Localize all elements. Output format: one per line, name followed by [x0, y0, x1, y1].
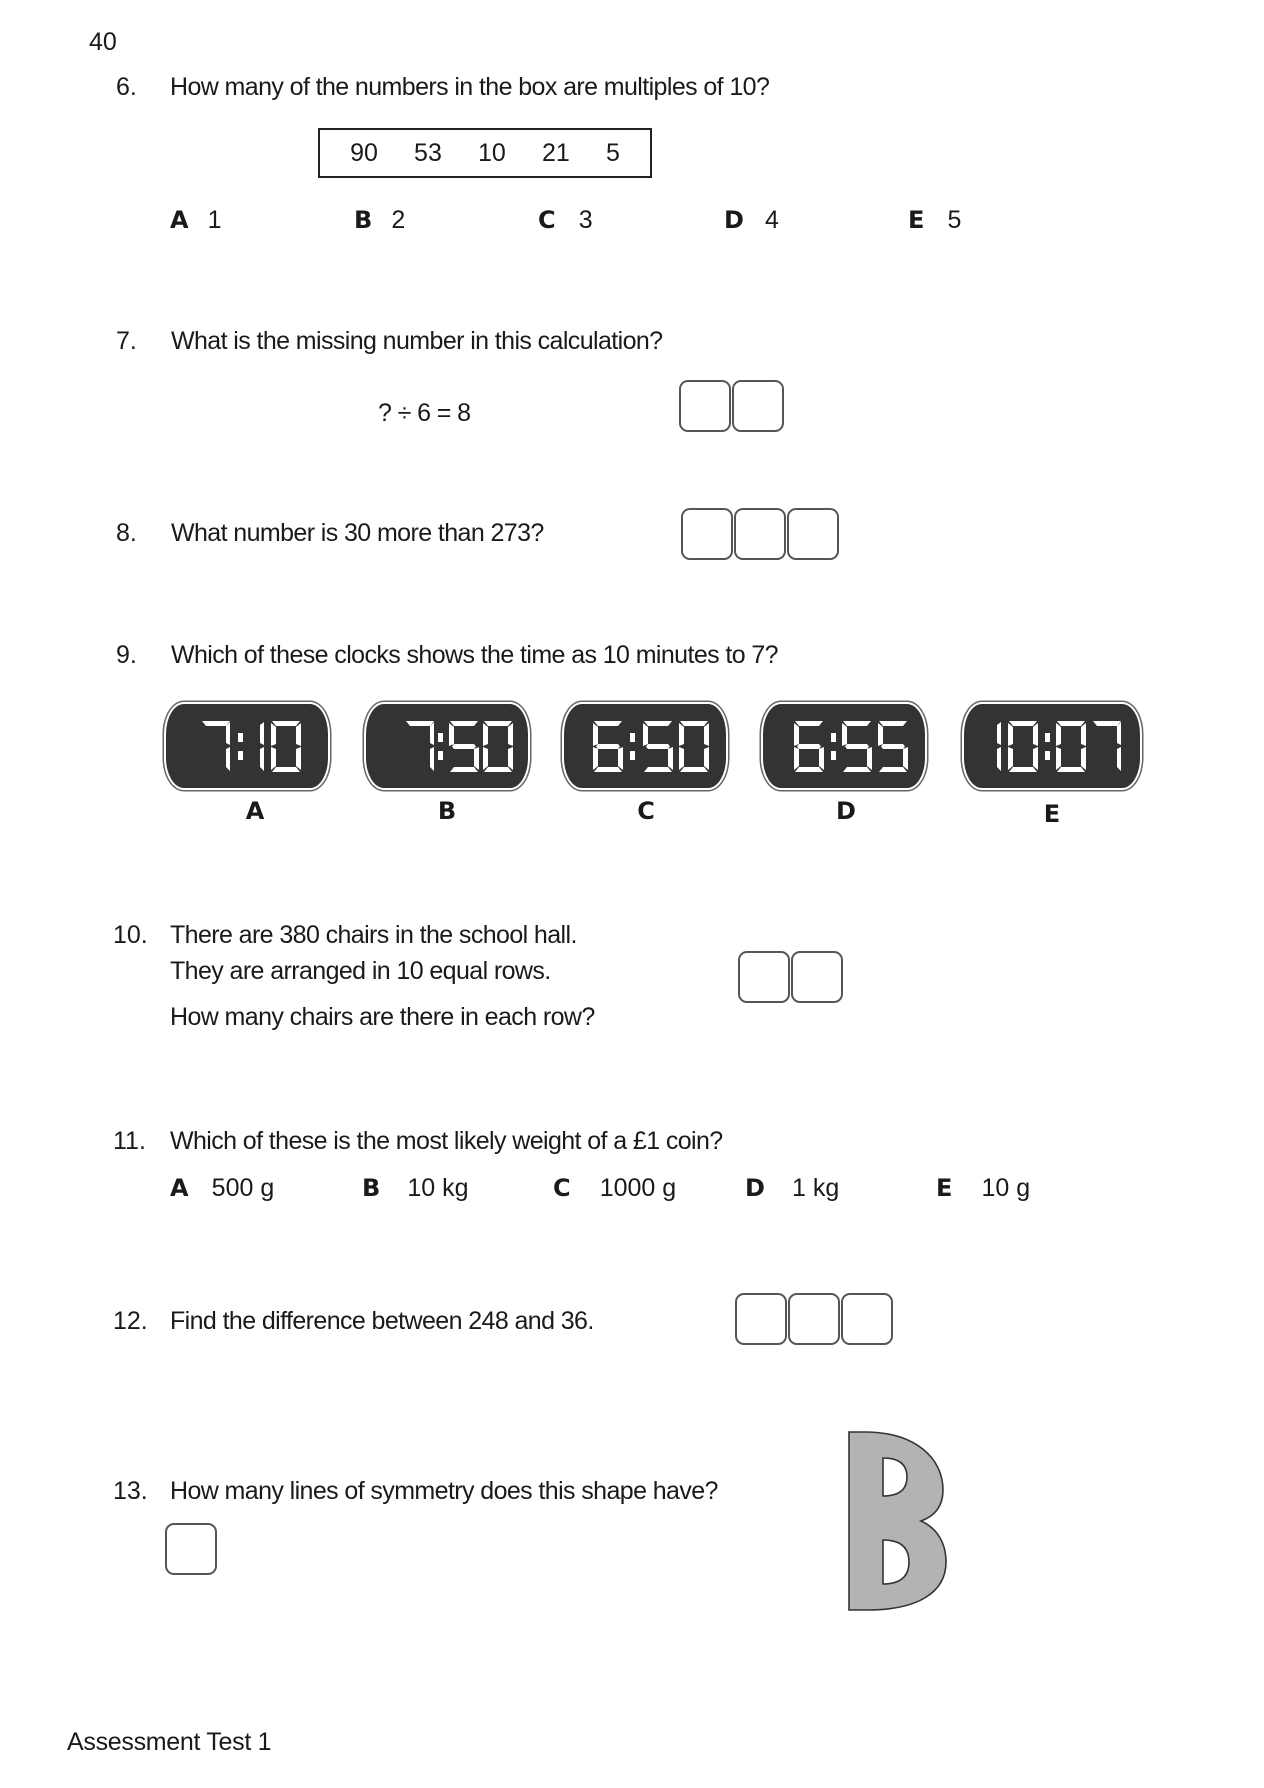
answer-box[interactable]: [791, 951, 843, 1003]
question-9-text: Which of these clocks shows the time as 10 minutes to 7?: [171, 641, 778, 669]
question-11-number: 11.: [113, 1127, 146, 1155]
letter-b-shape-icon: [845, 1428, 950, 1614]
answer-box[interactable]: [732, 380, 784, 432]
answer-box[interactable]: [735, 1293, 787, 1345]
question-8-text: What number is 30 more than 273?: [171, 519, 544, 547]
option-value: 3: [578, 206, 593, 234]
clock-c-label: C: [637, 797, 655, 825]
footer-title: Assessment Test 1: [67, 1728, 272, 1756]
q6-option-b[interactable]: [354, 206, 405, 235]
question-8-number: 8.: [116, 519, 137, 547]
option-value: 1000 g: [599, 1174, 677, 1202]
q13-answer-boxes: [165, 1523, 217, 1575]
clock-a[interactable]: [166, 704, 328, 788]
digital-clock-display-icon: [570, 711, 720, 781]
digital-clock-display-icon: [969, 711, 1135, 781]
clock-d[interactable]: [763, 704, 925, 788]
clock-e-label: E: [1043, 800, 1061, 828]
q6-option-a[interactable]: [170, 206, 222, 235]
box-number: 90: [350, 138, 378, 167]
answer-box[interactable]: [165, 1523, 217, 1575]
question-13-text: How many lines of symmetry does this shape have?: [170, 1477, 718, 1505]
option-value: 1 kg: [792, 1174, 840, 1202]
option-letter: E: [908, 206, 925, 234]
answer-box[interactable]: [679, 380, 731, 432]
question-10-line1: There are 380 chairs in the school hall.: [170, 921, 577, 949]
option-letter: E: [936, 1174, 953, 1202]
q8-answer-boxes: [681, 508, 839, 560]
box-number: 10: [478, 138, 506, 167]
option-letter: C: [553, 1174, 571, 1202]
question-9-number: 9.: [116, 641, 137, 669]
option-letter: D: [745, 1174, 765, 1202]
question-7-text: What is the missing number in this calculation?: [171, 327, 663, 355]
answer-box[interactable]: [841, 1293, 893, 1345]
box-number: 21: [541, 138, 570, 167]
q12-answer-boxes: [735, 1293, 893, 1345]
question-6-number: 6.: [116, 73, 137, 101]
box-number: 53: [414, 138, 442, 167]
answer-box[interactable]: [738, 951, 790, 1003]
question-13-number: 13.: [113, 1477, 148, 1505]
option-letter: B: [354, 206, 373, 234]
question-11-text: Which of these is the most likely weight of a £1 coin?: [170, 1127, 723, 1155]
option-value: 5: [947, 206, 962, 234]
page-number: 40: [89, 28, 117, 56]
option-letter: B: [362, 1174, 381, 1202]
digital-clock-display-icon: [372, 711, 522, 781]
box-number: 5: [605, 138, 620, 167]
q6-option-c[interactable]: [538, 206, 593, 235]
answer-box[interactable]: [787, 508, 839, 560]
q6-option-d[interactable]: [724, 206, 779, 235]
option-value: 10 g: [981, 1174, 1031, 1202]
question-6-text: How many of the numbers in the box are multiples of 10?: [170, 73, 770, 101]
option-letter: C: [538, 206, 556, 234]
digital-clock-display-icon: [769, 711, 919, 781]
q7-answer-boxes: [679, 380, 784, 432]
q11-option-e[interactable]: [936, 1174, 1030, 1203]
q10-answer-boxes: [738, 951, 843, 1003]
question-12-text: Find the difference between 248 and 36.: [170, 1307, 594, 1335]
answer-box[interactable]: [681, 508, 733, 560]
q6-option-e[interactable]: [908, 206, 961, 235]
clock-e[interactable]: [964, 704, 1140, 788]
digital-clock-display-icon: [172, 711, 322, 781]
option-value: 4: [765, 206, 779, 234]
clock-d-label: D: [836, 797, 856, 825]
question-10-number: 10.: [113, 921, 148, 949]
number-box: [318, 128, 652, 178]
option-letter: A: [170, 1174, 189, 1202]
option-value: 500 g: [211, 1174, 275, 1202]
option-value: 1: [207, 206, 222, 234]
option-letter: D: [724, 206, 744, 234]
clock-c[interactable]: [564, 704, 726, 788]
clock-b-label: B: [437, 797, 457, 825]
answer-box[interactable]: [734, 508, 786, 560]
q11-option-a[interactable]: [170, 1174, 274, 1203]
q11-option-c[interactable]: [553, 1174, 676, 1203]
option-value: 2: [391, 206, 406, 234]
q11-option-d[interactable]: [745, 1174, 839, 1203]
question-10-line3: How many chairs are there in each row?: [170, 1003, 595, 1031]
option-value: 10 kg: [407, 1174, 469, 1202]
question-10-line2: They are arranged in 10 equal rows.: [170, 957, 551, 985]
clock-b[interactable]: [366, 704, 528, 788]
clock-a-label: A: [245, 797, 265, 825]
q11-option-b[interactable]: [362, 1174, 469, 1203]
option-letter: A: [170, 206, 189, 234]
equation: ? ÷ 6 = 8: [378, 399, 471, 427]
question-7-number: 7.: [116, 327, 137, 355]
answer-box[interactable]: [788, 1293, 840, 1345]
question-12-number: 12.: [113, 1307, 148, 1335]
